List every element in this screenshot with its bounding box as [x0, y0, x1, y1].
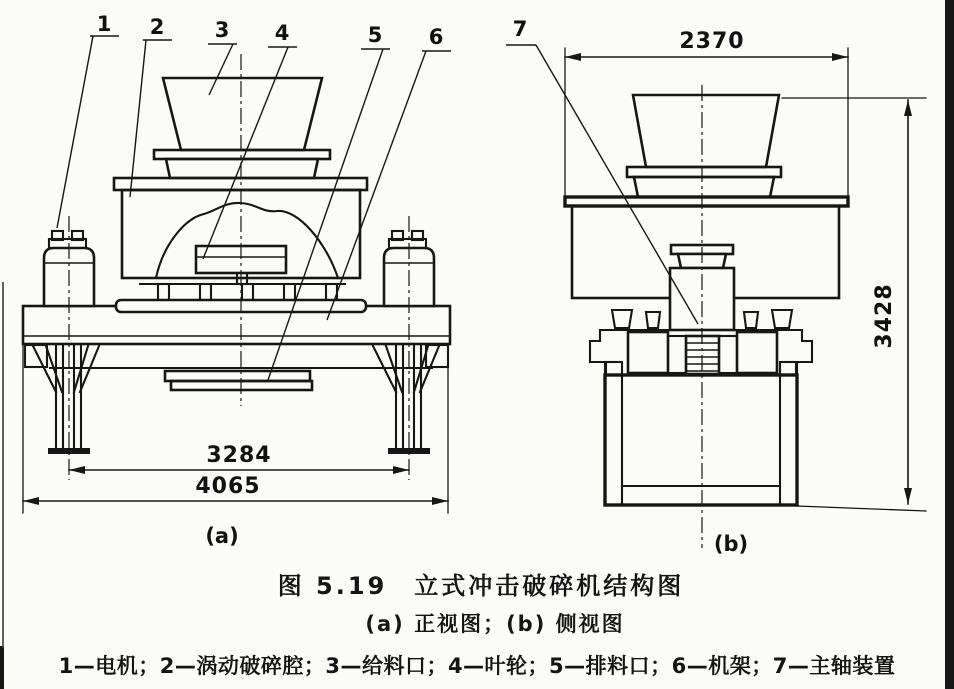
motor-right [384, 231, 434, 306]
dim-label-3284: 3284 [206, 443, 272, 468]
svg-text:4: 4 [274, 21, 290, 45]
svg-text:7: 7 [512, 17, 528, 41]
hopper-flange-side [627, 167, 781, 177]
callout-2-vortex-chamber [130, 15, 172, 197]
base-stand [605, 362, 797, 505]
callout-4-impeller [203, 21, 297, 259]
svg-text:5: 5 [367, 23, 383, 47]
dim-label-4065: 4065 [195, 474, 261, 499]
svg-text:2: 2 [149, 15, 165, 39]
hopper-outline-side [633, 95, 779, 167]
dim-label-2370: 2370 [679, 29, 745, 54]
hopper-flange [154, 150, 330, 159]
discharge-chute-upper [165, 371, 310, 381]
front-view-drawing [23, 54, 450, 480]
svg-text:6: 6 [428, 25, 444, 49]
chamber-material-contour [156, 203, 338, 278]
callout-3-feed-opening [208, 18, 237, 95]
parts-legend: 1—电机；2—涡动破碎腔；3—给料口；4—叶轮；5—排料口；6—机架；7—主轴装置 [58, 654, 896, 678]
side-view-drawing [565, 85, 848, 548]
dim-label-3428: 3428 [872, 283, 897, 349]
callout-5-discharge-opening [268, 23, 390, 380]
hopper-outline [163, 78, 322, 150]
frame-end-block-left [25, 345, 47, 367]
hopper-neck-side [634, 177, 774, 197]
leg-right [373, 346, 439, 454]
callout-1-motor [57, 12, 119, 228]
motor-left [44, 231, 94, 306]
figure-caption: 图 5.19 立式冲击破碎机结构图 [277, 572, 685, 600]
leg-left [33, 346, 99, 454]
casing-top-plate-side [565, 197, 848, 206]
svg-text:1: 1 [96, 12, 112, 36]
view-b-label: (b) [713, 532, 749, 556]
dim-side-height [782, 98, 926, 511]
figure-subcaption: (a) 正视图；(b) 侧视图 [365, 612, 625, 636]
view-a-label: (a) [205, 524, 239, 548]
svg-text:3: 3 [214, 18, 230, 42]
dim-side-top [565, 29, 848, 206]
dim-front-inner [69, 443, 409, 474]
